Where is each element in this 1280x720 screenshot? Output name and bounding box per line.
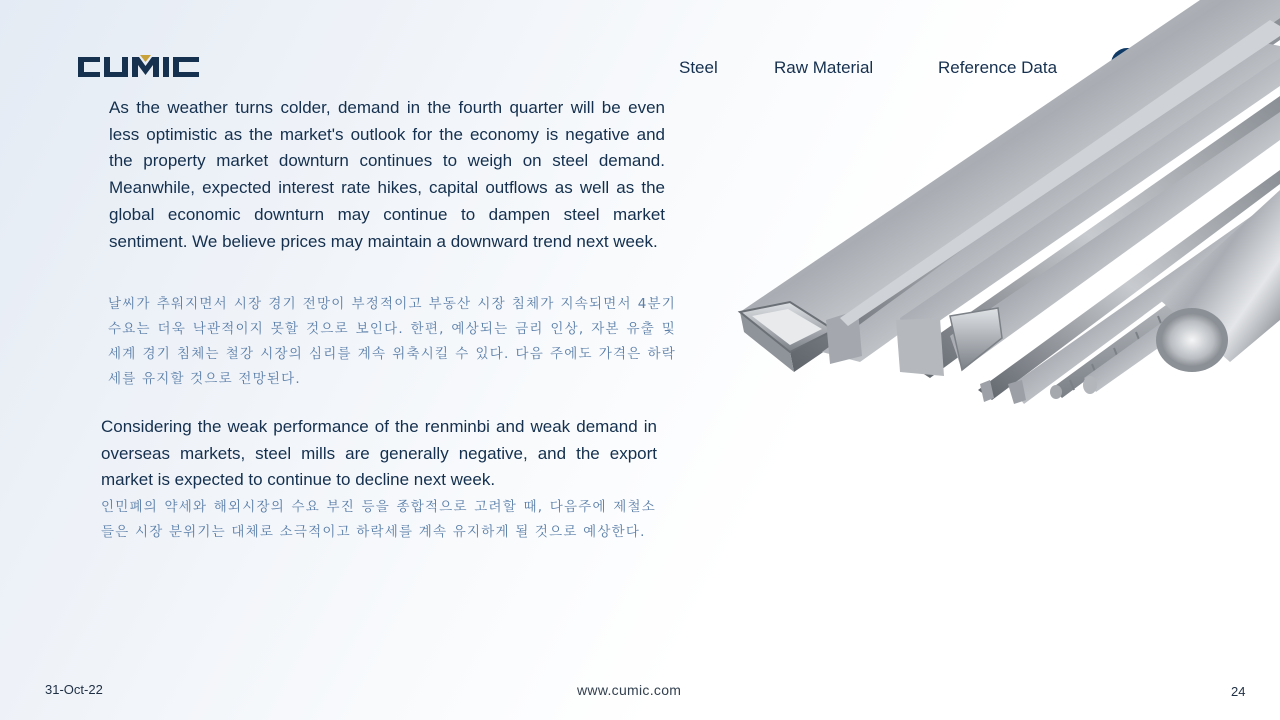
page-number: 24 xyxy=(1231,684,1246,699)
forecast-paragraph-2-kr: 인민폐의 약세와 해외시장의 수요 부진 등을 종합적으로 고려할 때, 다음주에 제철소들은 시장 분위기는 대체로 소극적이고 하락세를 계속 유지하게 될 것으로 예상한다. xyxy=(101,499,656,540)
cumic-logo xyxy=(76,54,206,80)
nav-raw-material[interactable]: Raw Material xyxy=(774,58,874,77)
forecast-paragraph-1-kr: 날씨가 추워지면서 시장 경기 전망이 부정적이고 부동산 시장 침체가 지속되면서 4분기 수요는 더욱 낙관적이지 못할 것으로 보인다. 한편, 예상되는 금리 인상, 자본 유출 및 세계 경기 침체는 철강 시장의 심리를 계속 위축시킬 수 있다. 다음 주에도 가격은 하락세를 유지할 것으로 전망된다. xyxy=(108,296,676,387)
footer-date: 31-Oct-22 xyxy=(45,682,103,697)
forecast-paragraph-1-en: As the weather turns colder, demand in the fourth quarter will be even less optimistic as the market's outlook for the economy is negative and the property market downturn continues to weigh on steel demand. Meanwhile, expected interest rate hikes, capital outflows as well as the global economic downturn may continue to dampen steel market sentiment. We believe prices may maintain a downward trend next week. xyxy=(109,98,665,251)
forecast-paragraph-2-en: Considering the weak performance of the renminbi and weak demand in overseas markets, steel mills are generally negative, and the export market is expected to continue to decline next week. xyxy=(101,417,657,490)
nav-steel[interactable]: Steel xyxy=(679,58,718,77)
nav-reference-data[interactable]: Reference Data xyxy=(938,58,1058,77)
steel-profiles-image xyxy=(730,0,1280,420)
footer-website[interactable]: www.cumic.com xyxy=(577,682,682,698)
